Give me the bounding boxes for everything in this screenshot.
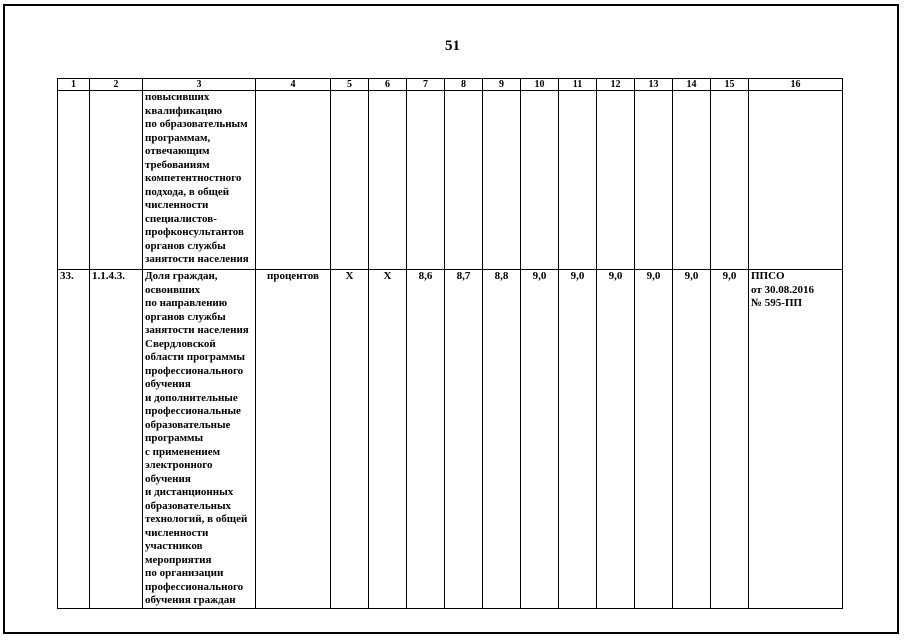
value-cell [331, 91, 369, 270]
value-cell [521, 91, 559, 270]
value-cell: X [369, 270, 407, 609]
header-col-4: 4 [256, 79, 331, 91]
header-col-1: 1 [58, 79, 90, 91]
unit-cell [256, 91, 331, 270]
value-cell: 9,0 [635, 270, 673, 609]
value-cell [559, 91, 597, 270]
value-cell [597, 91, 635, 270]
value-cell: 9,0 [559, 270, 597, 609]
value-cell [483, 91, 521, 270]
value-cell [369, 91, 407, 270]
value-cell [711, 91, 749, 270]
indicator-name-cell: Доля граждан, освоивших по направлению органов службы занятости населения Свердловской области программы профессионального обучения и дополнительные профессиональные образовательные программы с применением электронного обучения и дистанционных образовательных технологий, в общей численности участников мероприятия по организации профессионального обучения граждан [143, 270, 256, 609]
indicator-name-cell: повысивших квалификацию по образовательным программам, отвечающим требованиям компетентностного подхода, в общей численности специалистов- профконсультантов органов службы занятости населения [143, 91, 256, 270]
value-cell: 8,7 [445, 270, 483, 609]
header-col-16: 16 [749, 79, 843, 91]
header-col-14: 14 [673, 79, 711, 91]
header-col-11: 11 [559, 79, 597, 91]
header-col-2: 2 [90, 79, 143, 91]
header-col-13: 13 [635, 79, 673, 91]
code-cell: 1.1.4.3. [90, 270, 143, 609]
value-cell: 9,0 [597, 270, 635, 609]
unit-cell: процентов [256, 270, 331, 609]
row-number-cell: 33. [58, 270, 90, 609]
header-col-15: 15 [711, 79, 749, 91]
header-col-3: 3 [143, 79, 256, 91]
table-row [58, 270, 843, 609]
source-cell: ППСО от 30.08.2016 № 595-ПП [749, 270, 843, 609]
header-col-10: 10 [521, 79, 559, 91]
source-cell [749, 91, 843, 270]
value-cell: X [331, 270, 369, 609]
value-cell: 9,0 [711, 270, 749, 609]
header-col-8: 8 [445, 79, 483, 91]
value-cell [407, 91, 445, 270]
header-col-12: 12 [597, 79, 635, 91]
page-number: 51 [445, 38, 460, 54]
value-cell: 9,0 [521, 270, 559, 609]
header-col-6: 6 [369, 79, 407, 91]
header-col-7: 7 [407, 79, 445, 91]
header-col-5: 5 [331, 79, 369, 91]
value-cell [635, 91, 673, 270]
header-col-9: 9 [483, 79, 521, 91]
value-cell: 8,8 [483, 270, 521, 609]
value-cell: 9,0 [673, 270, 711, 609]
row-number-cell [58, 91, 90, 270]
value-cell [445, 91, 483, 270]
value-cell: 8,6 [407, 270, 445, 609]
code-cell [90, 91, 143, 270]
value-cell [673, 91, 711, 270]
table-row [58, 91, 843, 270]
indicator-table [57, 78, 843, 609]
header-row [58, 79, 843, 91]
